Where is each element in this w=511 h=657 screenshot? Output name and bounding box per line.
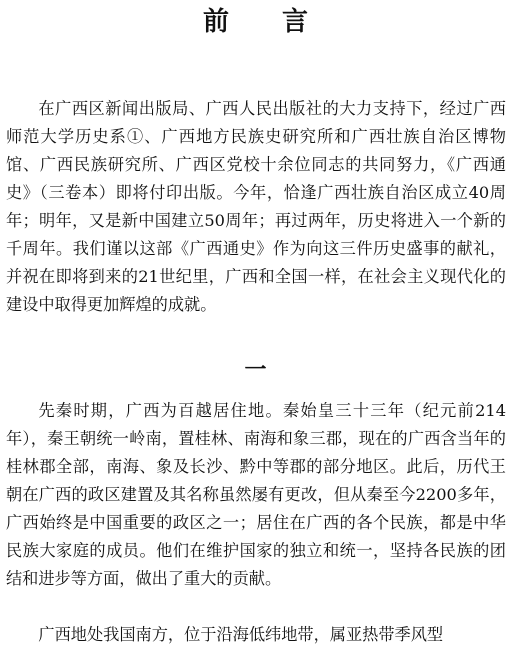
section-number: 一 [244,358,267,383]
paragraph-history: 先秦时期，广西为百越居住地。秦始皇三十三年（纪元前214年），秦王朝统一岭南，置桂林、南海和象三郡，现在的广西含当年的桂林郡全部，南海、象及长沙、黔中等郡的部分地区。此后，历代王朝在广西的政区建置及其名称虽然屡有更改，但从秦至今2200多年，广西始终是中国重要的政区之一；居住在广西的各个民族，都是中华民族大家庭的成员。他们在维护国家的独立和统一，坚持各民族的团结和进步等方面，做出了重大的贡献。 [6,401,506,588]
paragraph-intro: 在广西区新闻出版局、广西人民出版社的大力支持下，经过广西师范大学历史系①、广西地方民族史研究所和广西壮族自治区博物馆、广西民族研究所、广西区党校十余位同志的共同努力，《广西通史》（三卷本）即将付印出版。今年，恰逢广西壮族自治区成立40周年；明年，又是新中国建立50周年；再过两年，历史将进入一个新的千周年。我们谨以这部《广西通史》作为向这三件历史盛事的献礼，并祝在即将到来的21世纪里，广西和全国一样，在社会主义现代化的建设中取得更加辉煌的成就。 [6,99,506,314]
paragraph-geography: 广西地处我国南方，位于沿海低纬地带，属亚热带季风型 [38,625,444,644]
page-title: 前 言 [202,7,331,37]
